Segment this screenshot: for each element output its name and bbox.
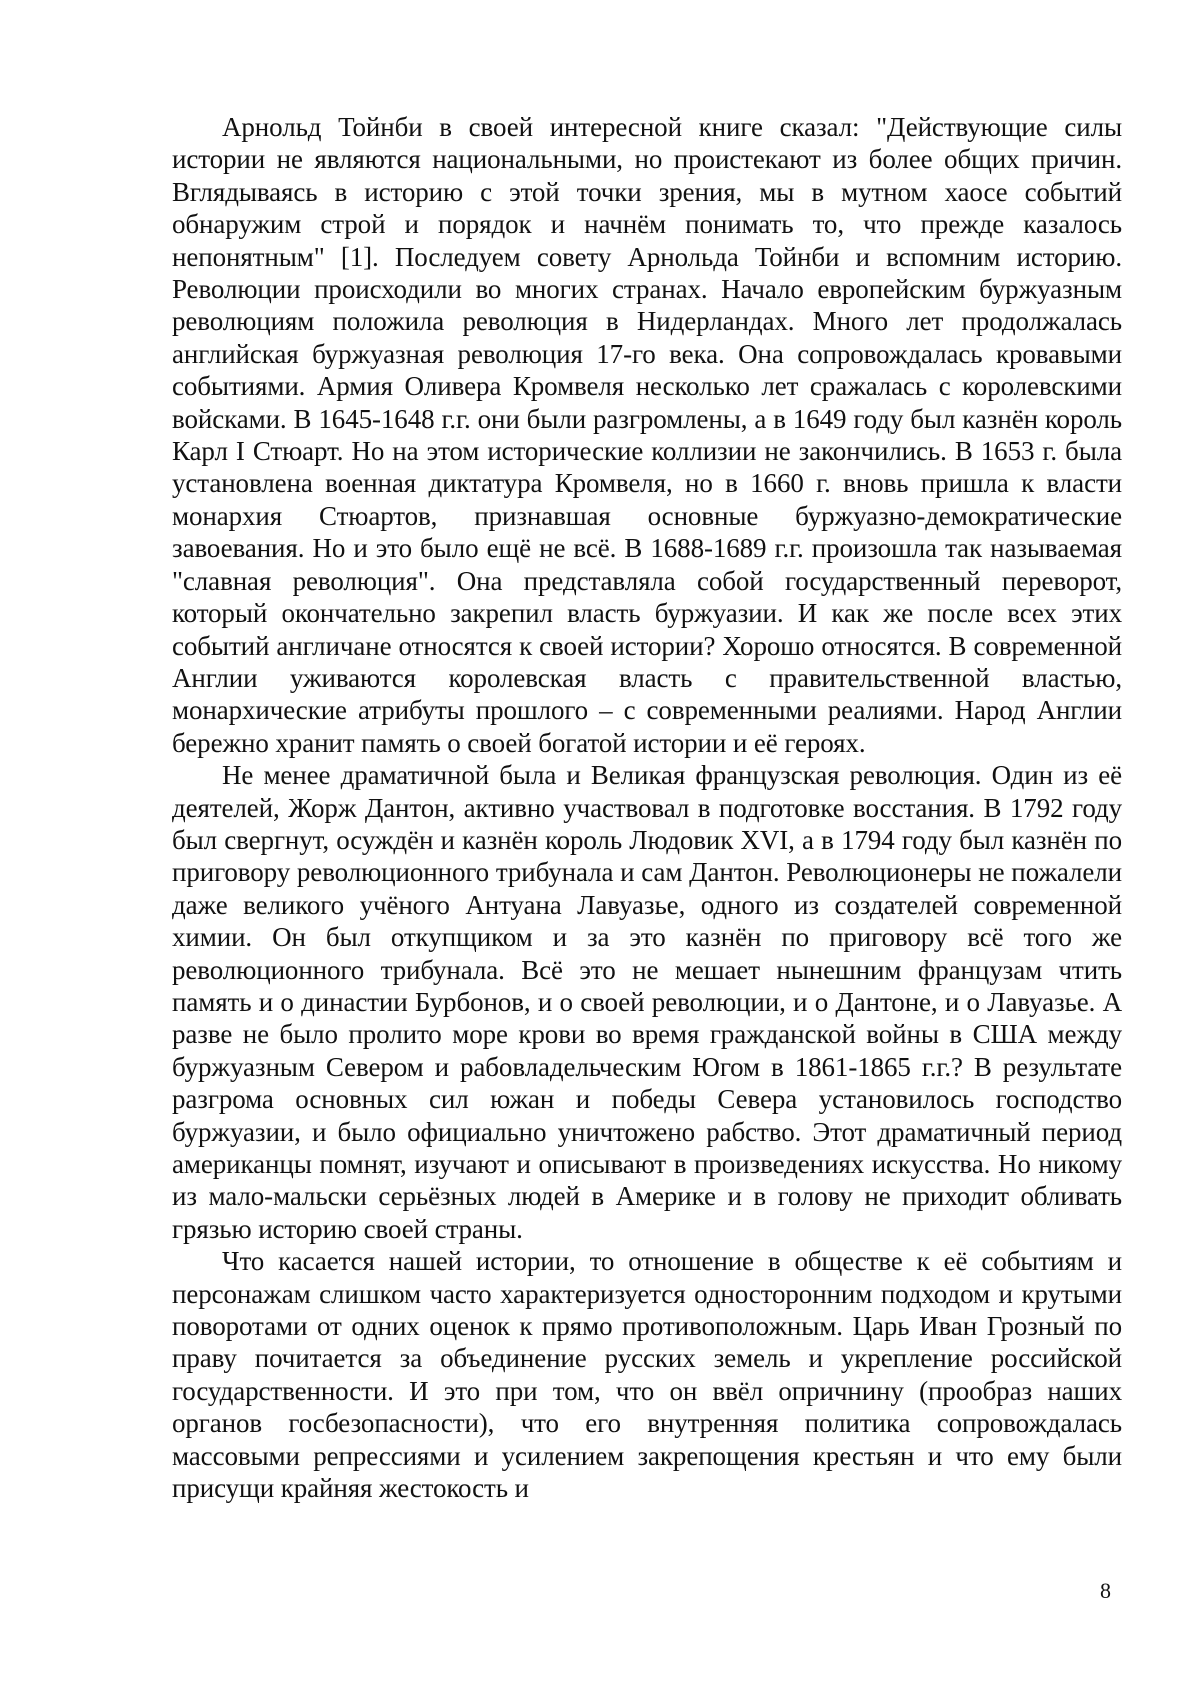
paragraph-1: Арнольд Тойнби в своей интересной книге сказал: "Действующие силы истории не являются национальными, но проистекают из более общих причин. Вглядываясь в историю с этой точки зрения, мы в мутном хаосе событий обнаружим строй и порядок и начнём понимать то, что прежде казалось непонятным" [1]. Последуем совету Арнольда Тойнби и вспомним историю. Революции происходили во многих странах. Начало европейским буржуазным революциям положила революция в Нидерландах. Много лет продолжалась английская буржуазная революция 17-го века. Она сопровождалась кровавыми событиями. Армия Оливера Кромвеля несколько лет сражалась с королевскими войсками. В 1645-1648 г.г. они были разгромлены, а в 1649 году был казнён король Карл I Стюарт. Но на этом исторические коллизии не закончились. В 1653 г. была установлена военная диктатура Кромвеля, но в 1660 г. вновь пришла к власти монархия Стюартов, признавшая основные буржуазно-демократические завоевания. Но и это было ещё не всё. В 1688-1689 г.г. произошла так называемая "славная революция". Она представляла собой государственный переворот, который окончательно закрепил власть буржуазии. И как же после всех этих событий англичане относятся к своей истории? Хорошо относятся. В современной Англии уживаются королевская власть с правительственной властью, монархические атрибуты прошлого – с современными реалиями. Народ Англии бережно хранит память о своей богатой истории и её героях. — [172, 112, 1122, 758]
page-number: 8 — [1100, 1578, 1111, 1603]
paragraph-2: Не менее драматичной была и Великая французская революция. Один из её деятелей, Жорж Дантон, активно участвовал в подготовке восстания. В 1792 году был свергнут, осуждён и казнён король Людовик XVI, а в 1794 году был казнён по приговору революционного трибунала и сам Дантон. Революционеры не пожалели даже великого учёного Антуана Лавуазье, одного из создателей современной химии. Он был откупщиком и за это казнён по приговору всё того же революционного трибунала. Всё это не мешает нынешним французам чтить память и о династии Бурбонов, и о своей революции, и о Дантоне, и о Лавуазье. А разве не было пролито море крови во время гражданской войны в США между буржуазным Севером и рабовладельческим Югом в 1861-1865 г.г.? В результате разгрома основных сил южан и победы Севера установилось господство буржуазии, и было официально уничтожено рабство. Этот драматичный период американцы помнят, изучают и описывают в произведениях искусства. Но никому из мало-мальски серьёзных людей в Америке и в голову не приходит обливать грязью историю своей страны. — [172, 760, 1122, 1244]
body-text — [172, 111, 1122, 1504]
paragraph-3: Что касается нашей истории, то отношение в обществе к её событиям и персонажам слишком часто характеризуется односторонним подходом и крутыми поворотами от одних оценок к прямо противоположным. Царь Иван Грозный по праву почитается за объединение русских земель и укрепление российской государственности. И это при том, что он ввёл опричнину (прообраз наших органов госбезопасности), что его внутренняя политика сопровождалась массовыми репрессиями и усилением закрепощения крестьян и что ему были присущи крайняя жестокость и — [172, 1246, 1122, 1504]
